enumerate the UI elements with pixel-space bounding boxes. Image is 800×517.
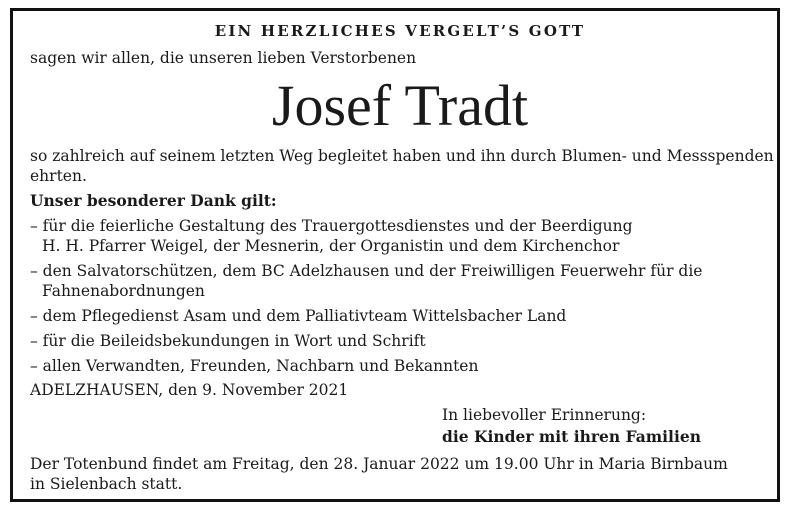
intro-text: sagen wir allen, die unseren lieben Verstorbenen <box>30 49 417 67</box>
thanks-item-2-line-2: Fahnenabordnungen <box>42 282 205 300</box>
thanks-item-1-line-1: – für die feierliche Gestaltung des Trauergottesdienstes und der Beerdigung <box>30 217 633 235</box>
deceased-name: Josef Tradt <box>271 73 529 138</box>
thanks-item-3: – dem Pflegedienst Asam und dem Palliativteam Wittelsbacher Land <box>30 307 567 325</box>
signature-intro: In liebevoller Erinnerung: <box>442 406 647 424</box>
signature: die Kinder mit ihren Familien <box>442 427 701 446</box>
thanks-heading: Unser besonderer Dank gilt: <box>30 191 277 210</box>
place-date: ADELZHAUSEN, den 9. November 2021 <box>30 381 349 399</box>
thanks-item-1-line-2: H. H. Pfarrer Weigel, der Mesnerin, der Organistin und dem Kirchenchor <box>42 237 620 255</box>
notice-heading: EIN HERZLICHES VERGELT’S GOTT <box>214 22 586 40</box>
footer-text-line-1: Der Totenbund findet am Freitag, den 28. Januar 2022 um 19.00 Uhr in Maria Birnbaum <box>30 455 728 473</box>
footer-text-line-2: in Sielenbach statt. <box>30 475 183 493</box>
thanks-item-4: – für die Beileidsbekundungen in Wort und Schrift <box>30 332 426 350</box>
accompanied-text-line-2: ehrten. <box>30 167 87 185</box>
accompanied-text-line-1: so zahlreich auf seinem letzten Weg begleitet haben und ihn durch Blumen- und Messspenden <box>30 147 774 165</box>
thanks-item-2-line-1: – den Salvatorschützen, dem BC Adelzhausen und der Freiwilligen Feuerwehr für die <box>30 262 703 280</box>
thanks-item-5: – allen Verwandten, Freunden, Nachbarn und Bekannten <box>30 357 479 375</box>
